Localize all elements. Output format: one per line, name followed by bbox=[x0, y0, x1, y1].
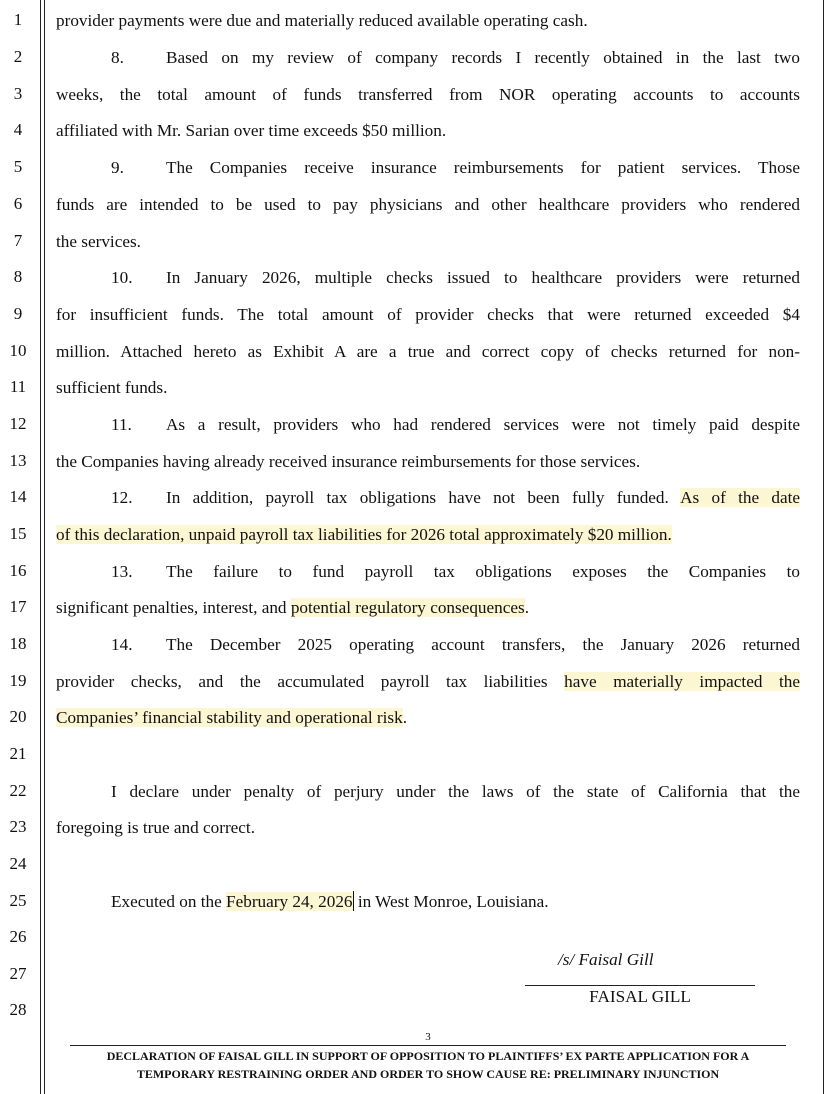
highlighted-text: potential regulatory consequences bbox=[290, 598, 525, 617]
paragraph-9-line: 9. The Companies receive insurance reimbursements for patient services. Those bbox=[111, 158, 800, 177]
paragraph-number: 11. bbox=[111, 415, 132, 434]
line-number: 9 bbox=[13, 304, 23, 323]
text-line: Companies’ financial stability and operational risk. bbox=[56, 708, 407, 727]
signature-line bbox=[525, 985, 755, 986]
paragraph-11-line: 11. As a result, providers who had rendered services were not timely paid despite bbox=[111, 415, 800, 434]
text-line: provider checks, and the accumulated payroll tax liabilities have materially impacted the bbox=[56, 672, 800, 691]
line-number: 26 bbox=[9, 927, 27, 946]
highlighted-text: of this declaration, unpaid payroll tax liabilities for 2026 total approximately $20 million. bbox=[56, 525, 672, 544]
text-line: affiliated with Mr. Sarian over time exceeds $50 million. bbox=[56, 121, 447, 140]
footer-title-line-2: TEMPORARY RESTRAINING ORDER AND ORDER TO SHOW CAUSE RE: PRELIMINARY INJUNCTION bbox=[136, 1067, 720, 1081]
text-line bbox=[56, 524, 800, 546]
line-number: 4 bbox=[13, 120, 23, 139]
line-number: 15 bbox=[9, 524, 27, 543]
paragraph-number: 10. bbox=[111, 268, 133, 287]
line-number: 13 bbox=[9, 451, 27, 470]
paragraph-8-line: 8. Based on my review of company records I recently obtained in the last two bbox=[111, 48, 800, 67]
paragraph-number: 14. bbox=[111, 635, 133, 654]
text-line: sufficient funds. bbox=[56, 378, 168, 397]
text-line: the services. bbox=[56, 232, 141, 251]
paragraph-number: 13. bbox=[111, 562, 133, 581]
line-number: 2 bbox=[13, 47, 23, 66]
footer-rule bbox=[70, 1045, 786, 1046]
text-line: significant penalties, interest, and potential regulatory consequences. bbox=[56, 598, 529, 617]
line-number: 12 bbox=[9, 414, 27, 433]
line-number: 14 bbox=[9, 487, 27, 506]
line-number: 27 bbox=[9, 964, 27, 983]
line-number: 11 bbox=[9, 377, 27, 396]
paragraph-number: 8. bbox=[111, 48, 124, 67]
paragraph-12-line: 12. In addition, payroll tax obligations have not been fully funded. As of the date bbox=[111, 488, 801, 507]
line-number: 3 bbox=[13, 84, 23, 103]
line-number: 28 bbox=[9, 1000, 27, 1019]
line-number: 16 bbox=[9, 561, 27, 580]
line-number: 25 bbox=[9, 891, 27, 910]
line-number: 24 bbox=[9, 854, 27, 873]
line-number: 5 bbox=[13, 157, 23, 176]
execution-date[interactable]: February 24, 2026 bbox=[226, 892, 353, 911]
paragraph-14-line: 14. The December 2025 operating account transfers, the January 2026 returned bbox=[111, 635, 800, 654]
text-line: for insufficient funds. The total amount of provider checks that were returned exceeded $4 bbox=[56, 305, 800, 324]
electronic-signature: /s/ Faisal Gill bbox=[558, 950, 654, 969]
left-margin-rule-outer bbox=[40, 0, 41, 1094]
paragraph-13-line: 13. The failure to fund payroll tax obligations exposes the Companies to bbox=[111, 562, 800, 581]
line-number: 21 bbox=[9, 744, 27, 763]
line-number: 18 bbox=[9, 634, 27, 653]
paragraph-10-line: 10. In January 2026, multiple checks issued to healthcare providers were returned bbox=[111, 268, 800, 287]
text-line: the Companies having already received insurance reimbursements for those services. bbox=[56, 452, 641, 471]
text-line: foregoing is true and correct. bbox=[56, 818, 256, 837]
text-line: weeks, the total amount of funds transferred from NOR operating accounts to accounts bbox=[56, 85, 800, 104]
page-number: 3 bbox=[425, 1031, 431, 1043]
document-footer bbox=[70, 1047, 786, 1083]
highlighted-text: have materially impacted the bbox=[564, 672, 800, 691]
line-number: 19 bbox=[9, 671, 27, 690]
footer-title-line-1: DECLARATION OF FAISAL GILL IN SUPPORT OF OPPOSITION TO PLAINTIFFS’ EX PARTE APPLICATION FOR A bbox=[106, 1049, 750, 1063]
line-number: 10 bbox=[9, 341, 27, 360]
text-line: million. Attached hereto as Exhibit A are a true and correct copy of checks returned for non- bbox=[56, 342, 800, 361]
left-margin-rule-inner bbox=[44, 0, 45, 1094]
paragraph-number: 9. bbox=[111, 158, 124, 177]
signatory-name: FAISAL GILL bbox=[589, 987, 691, 1006]
text-line: provider payments were due and materially reduced available operating cash. bbox=[56, 11, 588, 30]
paragraph-number: 12. bbox=[111, 488, 133, 507]
right-margin-rule bbox=[823, 0, 824, 1094]
line-number: 6 bbox=[13, 194, 23, 213]
line-number: 17 bbox=[9, 597, 27, 616]
line-number: 1 bbox=[13, 10, 23, 29]
line-number: 23 bbox=[9, 817, 27, 836]
highlighted-text: As of the date bbox=[680, 488, 801, 507]
highlighted-text: Companies’ financial stability and operational risk bbox=[56, 708, 403, 727]
execution-line: Executed on the February 24, 2026 in West Monroe, Louisiana. bbox=[111, 892, 549, 911]
line-number: 8 bbox=[13, 267, 23, 286]
line-number: 22 bbox=[9, 781, 27, 800]
text-line: funds are intended to be used to pay physicians and other healthcare providers who rendered bbox=[56, 195, 800, 214]
line-number: 7 bbox=[13, 231, 23, 250]
perjury-statement-line: I declare under penalty of perjury under the laws of the state of California that the bbox=[111, 782, 800, 801]
line-number: 20 bbox=[9, 707, 27, 726]
